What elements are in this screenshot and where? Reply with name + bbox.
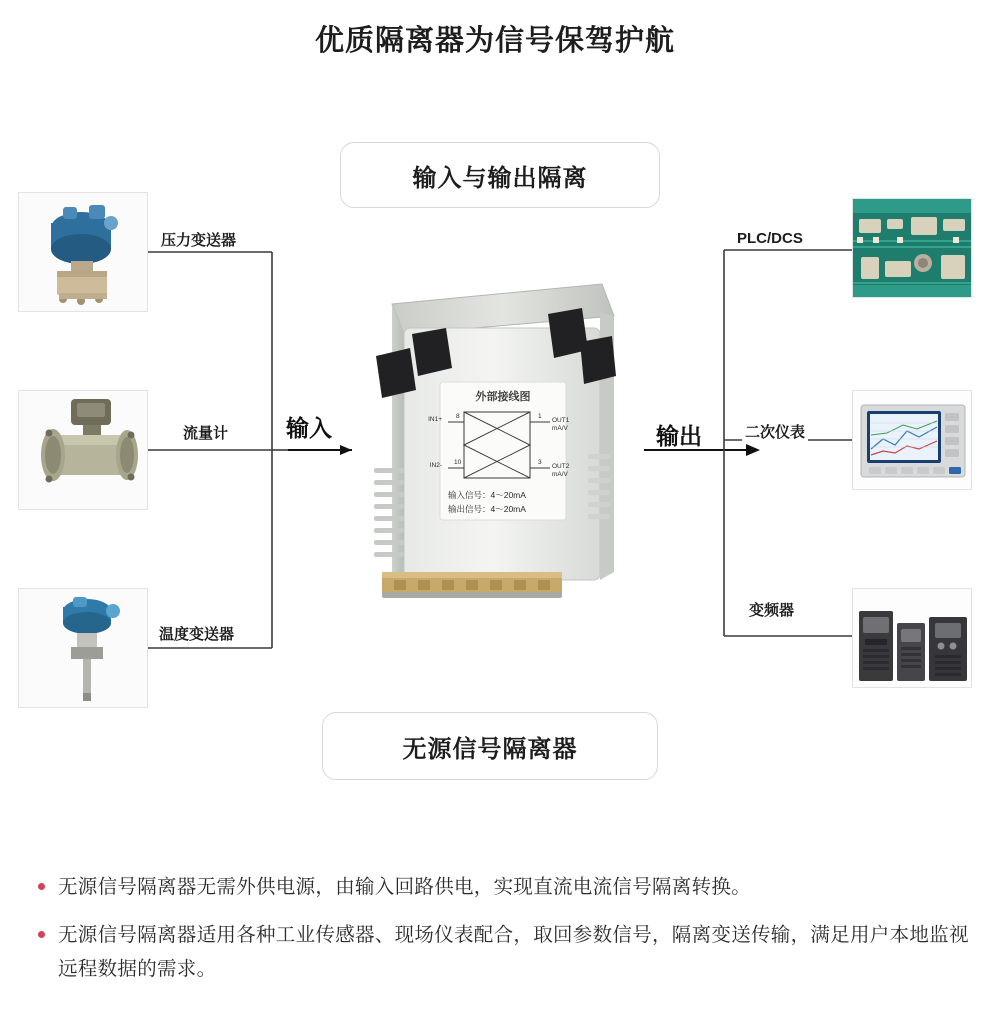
label-temperature-transmitter: 温度变送器 bbox=[156, 622, 237, 645]
spec-output-signal: 输出信号：4～20mA bbox=[448, 504, 526, 514]
terminal-out2-unit: mA/V bbox=[552, 471, 568, 478]
label-input-flow: 输入 bbox=[286, 415, 332, 441]
terminal-out1-label: OUT1 bbox=[552, 417, 570, 424]
callout-passive-signal-isolator: 无源信号隔离器 bbox=[322, 712, 658, 780]
label-pressure-transmitter: 压力变送器 bbox=[158, 228, 239, 251]
label-flow-meter: 流量计 bbox=[180, 421, 231, 444]
terminal-in2-label: IN2- bbox=[429, 462, 442, 469]
inverter-icon bbox=[852, 588, 972, 688]
terminal-out1-unit: mA/V bbox=[552, 425, 568, 432]
terminal-in1-number: 8 bbox=[456, 413, 460, 420]
list-item: 无源信号隔离器无需外供电源，由输入回路供电，实现直流电流信号隔离转换。 bbox=[30, 870, 970, 904]
terminal-out2-label: OUT2 bbox=[552, 463, 570, 470]
flow-meter-icon bbox=[18, 390, 148, 510]
terminal-out2-number: 3 bbox=[538, 459, 542, 466]
label-inverter: 变频器 bbox=[746, 598, 797, 621]
spec-input-signal: 输入信号：4～20mA bbox=[448, 490, 526, 500]
feature-bullet-list bbox=[30, 870, 970, 1000]
terminal-in1-label: IN1+ bbox=[428, 416, 442, 423]
page-title: 优质隔离器为信号保驾护航 bbox=[314, 25, 675, 57]
list-item: 无源信号隔离器适用各种工业传感器、现场仪表配合，取回参数信号，隔离变送传输，满足用户本地监视远程数据的需求。 bbox=[30, 918, 970, 986]
pressure-transmitter-icon bbox=[18, 192, 148, 312]
terminal-out1-number: 1 bbox=[538, 413, 542, 420]
signal-isolator-device bbox=[352, 272, 642, 617]
label-output-flow: 输出 bbox=[656, 423, 702, 449]
paperless-recorder-icon bbox=[852, 390, 972, 490]
label-plc-dcs: PLC/DCS bbox=[734, 229, 806, 248]
plc-board-icon bbox=[852, 198, 972, 298]
label-secondary-instrument: 二次仪表 bbox=[742, 420, 808, 443]
terminal-in2-number: 10 bbox=[454, 459, 462, 466]
temperature-transmitter-icon bbox=[18, 588, 148, 708]
callout-input-output-isolation: 输入与输出隔离 bbox=[340, 142, 660, 208]
wiring-diagram-title: 外部接线图 bbox=[475, 391, 531, 403]
